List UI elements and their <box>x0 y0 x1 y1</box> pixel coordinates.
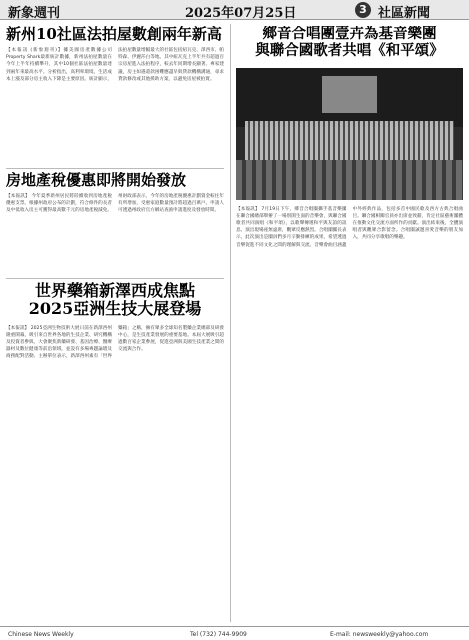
divider <box>6 168 224 169</box>
page-number-badge: 3 <box>355 2 371 18</box>
page-header <box>0 0 469 20</box>
headline-property-tax: 房地產稅優惠即將開始發放 <box>6 172 187 189</box>
article-property-tax <box>6 172 224 276</box>
column-divider <box>230 24 231 622</box>
footer-paper-name: Chinese News Weekly <box>8 631 74 638</box>
headline-foreclosure: 新州10社區法拍屋數創兩年新高 <box>6 26 222 43</box>
issue-date: 2025年07月25日 <box>185 6 297 21</box>
section-name: 社區新聞 <box>378 6 431 21</box>
article-choir <box>236 26 463 622</box>
article-biotech <box>6 282 224 622</box>
divider <box>6 278 224 279</box>
footer-email: E-mail: newsweekly@yahoo.com <box>330 631 429 638</box>
page-footer <box>0 626 469 640</box>
footer-phone: Tel (732) 744-9909 <box>190 631 247 638</box>
body-choir: 【本報訊】 7月19日下午，鄉音合唱團攜手基音樂團在聯合國總部舉辦了一場別開生面的音樂會，與聯合國歌者共同演唱《和平頌》，以歌聲傳遞和平與友誼的訊息。演出現場座無虛席，觀眾反應熱烈。合唱團團長表示，此次演出是團員們多月辛勤排練的成果，希望透過音樂促進不同文化之間的理解與交流。音樂會曲目涵蓋中外經典作品，包括多首中國民歌及西方古典合唱曲目。聯合國相關官員亦出席並致辭，肯定社區藝術團體在推動文化交流方面所作的貢獻。演出結束後，全體演唱者與觀眾合影留念。合唱團誠邀喜愛音樂的朋友加入，共同分享歌唱的樂趣。 <box>236 207 463 248</box>
body-foreclosure: 【本報訊 (新象週刊)】據美國房產數據公司Property Shark最新統計數據，新州法拍屋數量在今年上半年持續攀升，其中10個社區法拍屋數量達到兩年來最高水平。分析指出，高利率環境、生活成本上漲及部分房主收入下降是主要原因。統計顯示，法拍屋數量增幅最大的社區包括紐瓦克、澤西市、帕特森、伊麗莎白等地。其中紐瓦克上半年共有超過百宗房屋進入法拍程序，較去年同期增長顯著。專家建議，房主如遇還款困難應盡早與貸款機構溝通，尋求貸款修改或其他援助方案，以避免房屋被拍賣。 <box>6 48 224 82</box>
article-foreclosure <box>6 26 224 166</box>
paper-name: 新象週刊 <box>8 6 61 21</box>
headline-choir: 鄉音合唱團壹卉為基音樂團 與聯合國歌者共唱《和平頌》 <box>255 26 444 59</box>
body-biotech: 【本報訊】 2025亞洲生物技術大展日前在新澤西州隆重開幕，吸引來自世界各地的生技企業、研究機構及投資者參與。大會聚焦新藥研發、基因治療、醫療器材及數位健康等前沿領域，並設有多場專題論壇及商務配對活動。主辦單位表示，新澤西州素有「世界藥箱」之稱，擁有眾多全球知名製藥企業總部及研發中心，是生技產業發展的重要基地。本屆大展吸引超過數百家企業參展，促進亞洲與美國生技產業之間的交流與合作。 <box>6 325 224 360</box>
body-property-tax: 【本報訊】 今年夏季新州居民將陸續收到房地產稅優惠支票。根據州政府公布的計劃，符合條件的長者及中低收入房主可獲得最高數千元的房地產稅減免。州財政部表示，今年的房地產稅優惠計劃資金較往年有所增加，受惠家庭數量預計將超過百萬戶。申請人可透過州政府官方網站查詢申請進度及發放時間。 <box>6 194 224 214</box>
headline-biotech: 世界藥箱新澤西成焦點 2025亞洲生技大展登場 <box>28 282 202 319</box>
choir-concert-photo <box>236 68 463 200</box>
